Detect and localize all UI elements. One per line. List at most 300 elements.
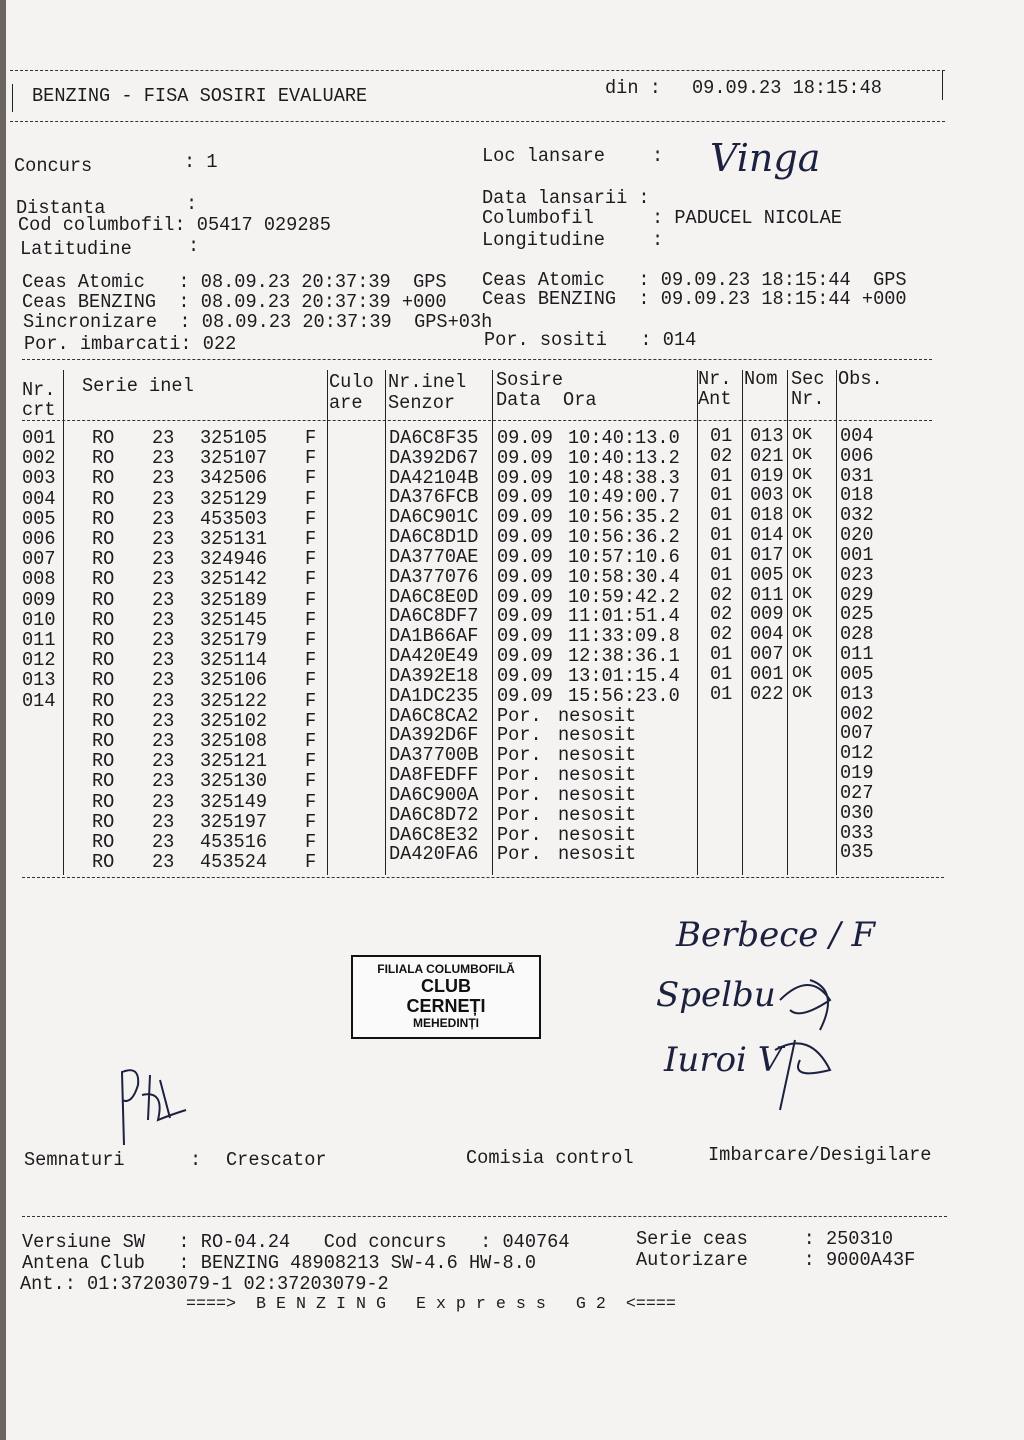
cell-country: RO [92,669,115,692]
cell-ring-number: 325142 [200,568,268,591]
cell-nom: 019 [750,464,784,487]
distanta-label: Distanta [16,197,106,219]
cell-arrival-date: Por. [497,783,542,806]
committee-signature-scribbles [770,960,860,1120]
cell-arrival-date: Por. [497,803,542,826]
cell-sec-status: OK [792,644,812,664]
table-column-divider [697,370,698,875]
cell-country: RO [92,588,115,611]
cell-arrival-time: nesosit [558,764,637,787]
cell-color-sex: F [305,427,317,449]
cell-obs: 028 [840,623,874,646]
latitudine-sep: : [188,235,200,257]
cod-columbofil: Cod columbofil: 05417 029285 [18,214,331,236]
cell-nom: 017 [750,543,784,566]
ceas-benzing-start: Ceas BENZING : 08.09.23 20:37:39 +000 [22,291,447,313]
cell-country: RO [92,689,115,712]
cell-arrival-time: nesosit [558,704,637,727]
cell-obs: 002 [840,702,874,725]
cell-color-sex: F [305,730,317,752]
cell-obs: 032 [840,504,874,527]
cell-antenna: 02 [710,603,733,626]
cell-arrival-time: 11:01:51.4 [568,605,680,628]
cell-antenna: 01 [710,464,733,487]
col-antena-header: Nr. [698,368,732,390]
cell-obs: 030 [840,801,874,824]
cell-nom: 013 [750,425,784,447]
cell-year: 23 [152,427,175,449]
cell-arrival-date: 09.09 [497,427,553,449]
cell-color-sex: F [305,487,317,510]
col-nr-header: Nr. [22,379,56,401]
table-column-divider [63,370,64,875]
cell-obs: 027 [840,781,874,804]
cell-year: 23 [152,689,175,712]
cell-arrival-date: Por. [497,843,542,866]
cell-arrival-date: 09.09 [497,446,553,469]
cell-obs: 019 [840,762,874,785]
cell-sensor-id: DA3770AE [389,545,479,568]
cell-obs: 029 [840,583,874,606]
cell-country: RO [92,447,115,470]
cell-ring-number: 325122 [200,689,268,712]
cell-obs: 033 [840,821,874,844]
cell-sensor-id: DA6C901C [389,506,479,529]
cell-country: RO [92,467,115,490]
cell-nr: 004 [22,487,56,510]
cell-sec-status: OK [792,604,812,624]
cell-color-sex: F [305,608,317,631]
footer-autorizare: Autorizare : 9000A43F [636,1249,916,1271]
cell-sensor-id: DA6C8E0D [389,585,479,608]
cell-ring-number: 325107 [200,447,268,470]
cell-nom: 011 [750,583,784,606]
cell-arrival-date: 09.09 [497,486,553,509]
cell-color-sex: F [305,507,317,530]
table-column-divider [327,370,328,875]
cell-obs: 011 [840,643,874,666]
cell-arrival-date: 09.09 [497,645,553,668]
table-header-rule [22,420,932,421]
col-senzor-header-2: Senzor [388,392,456,414]
cell-nom: 007 [750,643,784,666]
cell-color-sex: F [305,548,317,571]
cell-nr: 001 [22,427,56,449]
cell-ring-number: 325108 [200,730,268,752]
cell-arrival-date: Por. [497,823,542,846]
cell-sec-status: OK [792,426,812,445]
cell-ring-number: 453524 [200,851,268,874]
cell-arrival-time: nesosit [558,744,637,767]
cell-ring-number: 325130 [200,770,268,793]
cell-sensor-id: DA1DC235 [389,684,479,707]
table-column-divider [836,370,837,875]
cell-country: RO [92,730,115,752]
cell-arrival-time: 10:57:10.6 [568,545,680,568]
cell-nr: 006 [22,528,56,550]
cell-sensor-id: DA37700B [389,744,479,767]
cell-antenna: 02 [710,444,733,467]
cell-arrival-date: 09.09 [497,526,553,549]
concurs-label: Concurs [14,155,93,177]
cell-country: RO [92,427,115,449]
cell-year: 23 [152,588,175,611]
cell-ring-number: 342506 [200,467,268,490]
ceas-atomic-end: Ceas Atomic : 09.09.23 18:15:44 GPS [482,269,907,291]
cell-ring-number: 325179 [200,629,268,651]
cell-nom: 009 [750,603,784,626]
cell-nom: 018 [750,504,784,527]
cell-antenna: 01 [710,524,733,547]
cell-ring-number: 453503 [200,507,268,530]
col-culoare-header: Culo [329,371,374,393]
crescator-label: Crescator [226,1149,327,1171]
cell-arrival-time: 10:40:13.2 [568,446,680,469]
latitudine-label: Latitudine [20,238,132,260]
porumbei-imbarcati: Por. imbarcati: 022 [24,333,237,355]
header-left-border [12,84,13,112]
cell-sensor-id: DA42104B [389,466,479,489]
cell-nom: 004 [750,623,784,646]
cell-antenna: 02 [710,623,733,646]
cell-year: 23 [152,831,175,853]
cell-obs: 004 [840,425,874,447]
cell-antenna: 01 [710,563,733,586]
cell-sensor-id: DA392D67 [389,446,479,469]
cell-color-sex: F [305,649,317,672]
cell-year: 23 [152,851,175,874]
cell-ring-number: 325197 [200,810,268,833]
cell-sensor-id: DA8FEDFF [389,764,479,787]
cell-nr: 003 [22,467,56,490]
cell-color-sex: F [305,689,317,712]
cell-country: RO [92,528,115,550]
cell-obs: 006 [840,444,874,467]
cell-year: 23 [152,608,175,631]
cell-nr: 008 [22,568,56,591]
cell-arrival-time: 10:56:36.2 [568,526,680,549]
cell-obs: 007 [840,722,874,745]
cell-arrival-date: 09.09 [497,585,553,608]
cell-color-sex: F [305,588,317,611]
cell-sec-status: OK [792,683,812,703]
cell-sec-status: OK [792,465,812,485]
stamp-line-3: CERNEȚI [406,996,486,1016]
cell-country: RO [92,629,115,651]
cell-arrival-date: 09.09 [497,565,553,588]
cell-country: RO [92,487,115,510]
semnaturi-sep: : [190,1149,202,1171]
cell-sec-status: OK [792,624,812,644]
cell-nr: 013 [22,669,56,692]
cell-arrival-date: 09.09 [497,506,553,529]
cell-year: 23 [152,548,175,571]
cell-sec-status: OK [792,445,812,465]
cell-obs: 025 [840,603,874,626]
crescator-signature-scribble [110,1060,200,1150]
footer-versiune: Versiune SW : RO-04.24 Cod concurs : 040764 [22,1231,570,1253]
columbofil-label: Columbofil [482,207,594,229]
cell-arrival-date: 09.09 [497,545,553,568]
cell-arrival-date: 09.09 [497,684,553,707]
cell-country: RO [92,608,115,631]
print-date-label: din : [605,77,661,99]
loc-lansare-sep: : [652,145,664,167]
cell-ring-number: 325145 [200,608,268,631]
table-top-rule [22,359,932,360]
cell-nom: 001 [750,662,784,685]
cell-arrival-time: 10:58:30.4 [568,565,680,588]
cell-ring-number: 325189 [200,588,268,611]
cell-ring-number: 325106 [200,669,268,692]
cell-sensor-id: DA377076 [389,565,479,588]
cell-nr: 011 [22,629,56,651]
cell-arrival-time: 12:38:36.1 [568,645,680,668]
cell-country: RO [92,790,115,813]
cell-country: RO [92,709,115,732]
cell-year: 23 [152,790,175,813]
cell-arrival-time: nesosit [558,783,637,806]
cell-country: RO [92,507,115,530]
cell-nr: 010 [22,608,56,631]
cell-arrival-time: 15:56:23.0 [568,684,680,707]
cell-obs: 018 [840,484,874,507]
longitudine-sep: : [652,229,664,251]
cell-sensor-id: DA376FCB [389,486,479,509]
cell-antenna: 01 [710,643,733,666]
cell-antenna: 01 [710,504,733,527]
cell-antenna: 02 [710,583,733,606]
cell-arrival-date: 09.09 [497,605,553,628]
cell-sensor-id: DA6C8F35 [389,427,479,449]
cell-sensor-id: DA392D6F [389,724,479,747]
cell-country: RO [92,810,115,833]
cell-ring-number: 324946 [200,548,268,571]
club-stamp [351,955,541,1039]
print-date-value: 09.09.23 18:15:48 [692,77,882,99]
cell-year: 23 [152,709,175,732]
cell-arrival-date: Por. [497,744,542,767]
cell-arrival-time: 13:01:15.4 [568,664,680,687]
cell-year: 23 [152,629,175,651]
ceas-atomic-start: Ceas Atomic : 08.09.23 20:37:39 GPS [22,271,447,293]
cell-ring-number: 325102 [200,709,268,732]
col-serie-header: Serie inel [82,375,194,397]
cell-year: 23 [152,568,175,591]
cell-year: 23 [152,487,175,510]
cell-country: RO [92,770,115,793]
cell-antenna: 01 [710,484,733,507]
cell-year: 23 [152,467,175,490]
cell-color-sex: F [305,810,317,833]
cell-obs: 013 [840,682,874,705]
cell-obs: 012 [840,742,874,765]
cell-ring-number: 325114 [200,649,268,672]
cell-arrival-time: 10:59:42.2 [568,585,680,608]
sincronizare: Sincronizare : 08.09.23 20:37:39 GPS+03h [23,311,493,333]
cell-antenna: 01 [710,543,733,566]
col-sec-header-2: Nr. [791,388,825,410]
concurs-value: : 1 [184,151,218,173]
cell-color-sex: F [305,709,317,732]
cell-color-sex: F [305,467,317,490]
col-sec-header: Sec [791,368,825,390]
cell-nr: 009 [22,588,56,611]
cell-sec-status: OK [792,584,812,604]
ceas-benzing-end: Ceas BENZING : 09.09.23 18:15:44 +000 [482,288,907,310]
cell-year: 23 [152,810,175,833]
cell-arrival-time: 10:49:00.7 [568,486,680,509]
cell-color-sex: F [305,770,317,793]
loc-lansare-handwritten: Vinga [710,136,821,180]
cell-ring-number: 325105 [200,427,268,449]
cell-ring-number: 325131 [200,528,268,550]
col-culoare-header-2: are [329,392,363,414]
col-sosire-header: Sosire [496,369,564,391]
cell-nom: 022 [750,682,784,705]
cell-sensor-id: DA6C8D72 [389,803,479,826]
table-column-divider [742,370,743,875]
cell-country: RO [92,750,115,773]
cell-color-sex: F [305,447,317,470]
cell-nr: 005 [22,507,56,530]
cell-sec-status: OK [792,564,812,584]
cell-color-sex: F [305,629,317,651]
footer-antena-club: Antena Club : BENZING 48908213 SW-4.6 HW-8.0 [22,1252,537,1274]
cell-sensor-id: DA6C900A [389,783,479,806]
cell-nom: 005 [750,563,784,586]
cell-arrival-date: 09.09 [497,664,553,687]
cell-sec-status: OK [792,505,812,525]
cell-nom: 003 [750,484,784,507]
cell-sec-status: OK [792,544,812,564]
cell-color-sex: F [305,790,317,813]
col-antena-header-2: Ant [698,388,732,410]
cell-antenna: 01 [710,682,733,705]
col-nom-header: Nom [744,368,778,390]
col-nr-header-2: crt [22,399,56,421]
cell-arrival-time: 11:33:09.8 [568,625,680,648]
cell-sec-status: OK [792,525,812,545]
cell-nom: 014 [750,524,784,547]
cell-obs: 035 [840,841,874,864]
columbofil-value: : PADUCEL NICOLAE [652,207,842,229]
cell-year: 23 [152,750,175,773]
cell-sensor-id: DA6C8D1D [389,526,479,549]
cell-ring-number: 325121 [200,750,268,773]
footer-brand: ====> B E N Z I N G E x p r e s s G 2 <==== [186,1295,676,1314]
porumbei-sositi: Por. sositi : 014 [484,329,697,351]
col-obs-header: Obs. [838,368,883,390]
footer-rule [22,1216,947,1217]
header-bottom-rule [10,121,945,122]
loc-lansare-label: Loc lansare [482,145,605,167]
cell-ring-number: 453516 [200,831,268,853]
cell-arrival-date: Por. [497,764,542,787]
scan-edge [0,0,6,1440]
cell-country: RO [92,831,115,853]
stamp-line-4: MEHEDINȚI [413,1016,479,1030]
cell-nr: 014 [22,689,56,712]
cell-sec-status: OK [792,663,812,683]
comisia-control-label: Comisia control [466,1147,634,1169]
handwritten-signature-1: Berbece / F [676,915,876,955]
cell-color-sex: F [305,528,317,550]
cell-sensor-id: DA392E18 [389,664,479,687]
cell-obs: 020 [840,524,874,547]
cell-ring-number: 325149 [200,790,268,813]
header-top-rule [10,70,945,71]
cell-year: 23 [152,649,175,672]
col-senzor-header: Nr.inel [388,371,467,393]
cell-arrival-time: 10:40:13.0 [568,427,680,449]
cell-color-sex: F [305,851,317,874]
table-bottom-rule [22,877,944,878]
cell-arrival-time: nesosit [558,803,637,826]
document-title: BENZING - FISA SOSIRI EVALUARE [32,85,368,107]
cell-country: RO [92,548,115,571]
table-column-divider [385,370,386,875]
table-column-divider [787,370,788,875]
cell-arrival-date: 09.09 [497,625,553,648]
footer-serie-ceas: Serie ceas : 250310 [636,1228,894,1250]
cell-sensor-id: DA6C8CA2 [389,704,479,727]
cell-nom: 021 [750,444,784,467]
cell-country: RO [92,649,115,672]
cell-arrival-time: nesosit [558,823,637,846]
cell-ring-number: 325129 [200,487,268,510]
cell-antenna: 01 [710,425,733,447]
cell-color-sex: F [305,568,317,591]
cell-sensor-id: DA420FA6 [389,843,479,866]
cell-arrival-time: 10:48:38.3 [568,466,680,489]
cell-nr: 012 [22,649,56,672]
cell-obs: 001 [840,543,874,566]
cell-sensor-id: DA6C8DF7 [389,605,479,628]
cell-obs: 023 [840,563,874,586]
cell-sensor-id: DA420E49 [389,645,479,668]
imbarcare-desigilare-label: Imbarcare/Desigilare [708,1144,932,1166]
cell-obs: 031 [840,464,874,487]
col-sosire-header-2: Data Ora [496,389,597,411]
cell-year: 23 [152,730,175,752]
cell-color-sex: F [305,750,317,773]
cell-antenna: 01 [710,662,733,685]
table-column-divider [492,370,493,875]
cell-arrival-time: nesosit [558,843,637,866]
data-lansarii-label: Data lansarii : [482,187,650,209]
header-right-border [942,70,943,100]
cell-year: 23 [152,770,175,793]
cell-arrival-date: Por. [497,704,542,727]
cell-arrival-date: Por. [497,724,542,747]
longitudine-label: Longitudine [482,229,605,251]
cell-country: RO [92,851,115,874]
cell-year: 23 [152,669,175,692]
cell-year: 23 [152,507,175,530]
stamp-line-2: CLUB [421,976,471,996]
cell-sensor-id: DA1B66AF [389,625,479,648]
footer-antene: Ant.: 01:37203079-1 02:37203079-2 [20,1273,389,1295]
cell-nr: 007 [22,548,56,571]
handwritten-signature-2: Spelbu [656,975,776,1015]
cell-obs: 005 [840,662,874,685]
handwritten-signature-3: Iuroi V [664,1040,783,1080]
cell-arrival-time: nesosit [558,724,637,747]
cell-arrival-time: 10:56:35.2 [568,506,680,529]
cell-color-sex: F [305,831,317,853]
cell-sec-status: OK [792,485,812,505]
